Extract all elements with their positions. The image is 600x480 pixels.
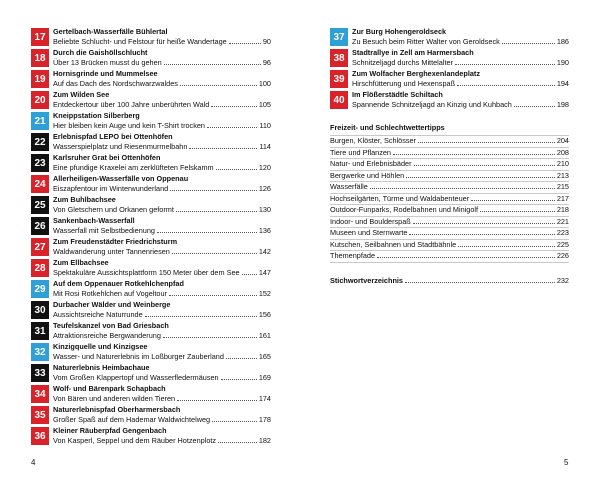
tip-label: Natur- und Erlebnisbäder	[330, 159, 412, 168]
tour-number-badge: 35	[31, 406, 49, 424]
dot-leader	[393, 148, 555, 155]
tour-title: Karlsruher Grat bei Ottenhöfen	[53, 154, 161, 162]
tip-page-number: 221	[556, 216, 569, 226]
tip-label: Outdoor-Funparks, Rodelbahnen und Minigolf	[330, 205, 479, 214]
tour-entry[interactable]	[330, 91, 569, 109]
tour-page-number: 178	[258, 414, 271, 424]
tour-entry[interactable]	[31, 154, 271, 172]
tip-label: Hochseilgärten, Türme und Waldabenteuer	[330, 193, 470, 203]
tour-title: Zum Freudenstädter Friedrichsturm	[53, 238, 178, 246]
tour-number-badge: 32	[31, 343, 49, 361]
tour-number-badge: 21	[31, 112, 49, 130]
tour-title: Zum Wolfacher Berghexenlandeplatz	[352, 70, 480, 78]
tour-page-number: 182	[258, 435, 271, 445]
tour-number-badge: 25	[31, 196, 49, 214]
tour-subtitle: Wasserspielplatz und Riesenmurmelbahn	[53, 141, 188, 151]
dot-leader	[207, 121, 257, 128]
tour-subtitle-line	[352, 100, 569, 110]
tour-subtitle-line	[53, 436, 271, 446]
tour-number-badge: 33	[31, 364, 49, 382]
tip-page-number: 208	[556, 147, 569, 157]
tour-subtitle: Entdeckertour über 100 Jahre unberührten Wald	[53, 99, 210, 109]
tour-subtitle: Schnitzeljagd durchs Mittelalter	[352, 57, 453, 67]
tour-number-badge: 23	[31, 154, 49, 172]
tour-entry[interactable]	[31, 322, 271, 340]
tip-item[interactable]	[330, 228, 569, 240]
tour-page-number: 165	[258, 351, 271, 361]
dot-leader	[221, 373, 257, 380]
tour-number-badge: 28	[31, 259, 49, 277]
tip-item[interactable]	[330, 171, 569, 183]
tour-title: Kleiner Räuberpfad Gengenbach	[53, 427, 167, 435]
tour-entry[interactable]	[31, 133, 271, 151]
dot-leader	[177, 394, 257, 401]
tour-number-badge: 24	[31, 175, 49, 193]
tour-title: Teufelskanzel von Bad Griesbach	[53, 322, 169, 330]
tour-entry-text	[53, 154, 271, 172]
tour-title: Naturerlebnispfad Oberharmersbach	[53, 406, 181, 414]
index-page-number: 232	[556, 275, 569, 285]
tour-subtitle: Beliebte Schlucht- und Felstour für heiße Wandertage	[53, 36, 227, 46]
tour-subtitle: Vom Großen Klappertopf und Wasserfledermäusen	[53, 372, 219, 382]
tour-page-number: 142	[258, 246, 271, 256]
tour-number-badge: 18	[31, 49, 49, 67]
tour-entry[interactable]	[31, 175, 271, 193]
tour-page-number: 156	[258, 309, 271, 319]
tour-entry-text	[53, 322, 271, 340]
tour-number-badge: 39	[330, 70, 348, 88]
tour-subtitle: Spannende Schnitzeljagd an Kinzig und Kuhbach	[352, 99, 512, 109]
tour-title: Sankenbach-Wasserfall	[53, 217, 135, 225]
tour-entry[interactable]	[31, 280, 271, 298]
tour-title: Durch die Gaishöllschlucht	[53, 49, 148, 57]
tour-page-number: 114	[259, 141, 271, 151]
tour-subtitle-line	[53, 184, 271, 194]
tip-item[interactable]	[330, 135, 569, 148]
tip-page-number: 204	[556, 136, 569, 145]
tour-subtitle: Hier bleiben kein Auge und kein T-Shirt trocken	[53, 120, 205, 130]
tip-label: Kutschen, Seilbahnen und Stadtbähnle	[330, 239, 457, 249]
tour-entry[interactable]	[31, 343, 271, 361]
tour-entry-text	[53, 406, 271, 424]
tip-page-number: 217	[556, 193, 569, 203]
tour-subtitle: Von Kasperl, Seppel und dem Räuber Hotzenplotz	[53, 435, 217, 445]
tour-title: Im Flößerstädtle Schiltach	[352, 91, 443, 99]
tour-entry-text	[352, 28, 569, 46]
tour-entry-text	[53, 133, 271, 151]
tour-entry-text	[53, 28, 271, 46]
page-number-right: 5	[564, 458, 569, 467]
tour-subtitle: Aussichtsreiche Naturrunde	[53, 309, 143, 319]
tour-number-badge: 30	[31, 301, 49, 319]
tour-subtitle: Mit Rosi Rotkehlchen auf Vogeltour	[53, 288, 167, 298]
tour-entry[interactable]	[31, 28, 271, 46]
tour-entry-text	[53, 301, 271, 319]
dot-leader	[145, 310, 257, 317]
tour-entry[interactable]	[31, 427, 271, 445]
tour-subtitle-line	[53, 247, 271, 257]
tip-item[interactable]	[330, 159, 569, 171]
dot-leader	[163, 331, 257, 338]
tour-subtitle-line	[53, 58, 271, 68]
tour-subtitle-line	[53, 310, 271, 320]
tour-subtitle-line	[53, 163, 271, 173]
dot-leader	[176, 205, 257, 212]
tour-title: Zum Ellbachsee	[53, 259, 109, 267]
tour-page-number: 90	[262, 36, 271, 46]
tour-page-number: 126	[258, 183, 271, 193]
tip-page-number: 226	[556, 251, 569, 260]
dot-leader	[414, 159, 555, 166]
tour-subtitle: Auf das Dach des Nordschwarzwaldes	[53, 78, 178, 88]
tips-heading: Freizeit- und Schlechtwettertipps	[330, 123, 445, 132]
tour-page-number: 152	[258, 288, 271, 298]
tour-entry[interactable]	[31, 406, 271, 424]
tour-page-number: 120	[258, 162, 271, 172]
tour-page-number: 194	[556, 78, 569, 88]
tour-entry[interactable]	[330, 28, 569, 46]
tour-entry-text	[352, 49, 569, 67]
tour-entry-text	[53, 343, 271, 361]
tour-subtitle: Über 13 Brücken musst du gehen	[53, 57, 162, 67]
tour-entry-text	[53, 364, 271, 382]
tour-entry-text	[53, 385, 271, 403]
tip-item[interactable]	[330, 182, 569, 194]
tour-number-badge: 19	[31, 70, 49, 88]
tour-subtitle-line	[53, 268, 271, 278]
tour-number-badge: 17	[31, 28, 49, 46]
tour-subtitle: Zu Besuch beim Ritter Walter von Geroldseck	[352, 36, 500, 46]
tour-subtitle: Wasser- und Naturerlebnis im Loßburger Zauberland	[53, 351, 224, 361]
tour-subtitle: Von Gletschern und Orkanen geformt	[53, 204, 174, 214]
dot-leader	[180, 79, 257, 86]
dot-leader	[226, 352, 257, 359]
tour-number-badge: 40	[330, 91, 348, 109]
tour-number-badge: 37	[330, 28, 348, 46]
tour-subtitle-line	[53, 352, 271, 362]
tour-subtitle-line	[352, 79, 569, 89]
tour-page-number: 96	[262, 57, 271, 67]
dot-leader	[480, 205, 555, 212]
tour-entry[interactable]	[31, 70, 271, 88]
tour-title: Durbacher Wälder und Weinberge	[53, 301, 171, 309]
tour-number-badge: 29	[31, 280, 49, 298]
dot-leader	[413, 217, 555, 224]
dot-leader	[157, 226, 257, 233]
dot-leader	[455, 58, 555, 65]
dot-leader	[418, 136, 555, 143]
tour-subtitle: Waldwanderung unter Tannenriesen	[53, 246, 170, 256]
tour-title: Wolf- und Bärenpark Schapbach	[53, 385, 166, 393]
dot-leader	[502, 37, 555, 44]
tip-page-number: 210	[556, 159, 569, 168]
tour-subtitle-line	[53, 121, 271, 131]
dot-leader	[406, 171, 555, 178]
dot-leader	[216, 163, 257, 170]
tour-entry[interactable]	[31, 364, 271, 382]
tour-subtitle-line	[53, 289, 271, 299]
tour-subtitle-line	[53, 394, 271, 404]
tour-entry-text	[53, 196, 271, 214]
tour-subtitle-line	[53, 79, 271, 89]
tour-page-number: 100	[258, 78, 271, 88]
tour-subtitle-line	[53, 415, 271, 425]
tour-entry[interactable]	[31, 259, 271, 277]
tour-title: Kinzigquelle und Kinzigsee	[53, 343, 148, 351]
tour-page-number: 110	[259, 120, 271, 130]
tour-entry-text	[352, 91, 569, 109]
tour-title: Gertelbach-Wasserfälle Bühlertal	[53, 28, 168, 36]
toc-left-column	[31, 28, 271, 445]
tip-label: Museen und Sternwarte	[330, 228, 408, 237]
dot-leader	[211, 100, 257, 107]
tour-entry-text	[352, 70, 569, 88]
tour-entry[interactable]	[31, 301, 271, 319]
dot-leader	[170, 184, 257, 191]
tip-label: Wasserfälle	[330, 182, 368, 191]
tour-subtitle: Großer Spaß auf dem Hademar Waldwichtelweg	[53, 414, 211, 424]
tour-entry-text	[53, 49, 271, 67]
page-number-left: 4	[31, 458, 36, 467]
tour-number-badge: 26	[31, 217, 49, 235]
tour-subtitle-line	[53, 142, 271, 152]
tip-item[interactable]	[330, 251, 569, 263]
dot-leader	[514, 100, 555, 107]
tour-page-number: 147	[258, 267, 271, 277]
tour-page-number: 105	[258, 99, 271, 109]
dot-leader	[169, 289, 257, 296]
tour-subtitle-line	[53, 205, 271, 215]
tour-page-number: 169	[258, 372, 271, 382]
dot-leader	[242, 268, 257, 275]
tour-number-badge: 38	[330, 49, 348, 67]
tip-label: Bergwerke und Höhlen	[330, 170, 405, 180]
toc-right-column	[330, 28, 569, 285]
tour-title: Zur Burg Hohengeroldseck	[352, 28, 447, 36]
dot-leader	[409, 228, 554, 235]
tour-entry-text	[53, 427, 271, 445]
tip-page-number: 225	[556, 239, 569, 249]
tour-page-number: 130	[258, 204, 271, 214]
dot-leader	[212, 415, 257, 422]
tour-subtitle-line	[53, 373, 271, 383]
tour-subtitle-line	[53, 100, 271, 110]
tour-title: Stadtrallye in Zell am Harmersbach	[352, 49, 474, 57]
tour-entry[interactable]	[31, 196, 271, 214]
tour-page-number: 186	[556, 36, 569, 46]
tour-title: Hornisgrinde und Mummelsee	[53, 70, 158, 78]
tip-item[interactable]	[330, 240, 569, 252]
index-label: Stichwortverzeichnis	[330, 275, 403, 285]
index-entry[interactable]	[330, 276, 569, 285]
dot-leader	[189, 142, 257, 149]
tour-subtitle-line	[53, 37, 271, 47]
tour-page-number: 198	[556, 99, 569, 109]
tour-entry[interactable]	[31, 49, 271, 67]
tour-subtitle-line	[53, 331, 271, 341]
tour-subtitle: Von Bären und anderen wilden Tieren	[53, 393, 176, 403]
tour-title: Allerheiligen-Wasserfälle von Oppenau	[53, 175, 189, 183]
tour-title: Zum Wilden See	[53, 91, 110, 99]
tour-number-badge: 36	[31, 427, 49, 445]
tour-list-right	[330, 28, 569, 109]
tour-title: Erlebnispfad LEPO bei Ottenhöfen	[53, 133, 173, 141]
tip-label: Burgen, Klöster, Schlösser	[330, 136, 416, 145]
tour-entry-text	[53, 238, 271, 256]
tour-subtitle: Spektakuläre Aussichtsplattform 150 Meter über dem See	[53, 267, 240, 277]
tour-entry[interactable]	[330, 70, 569, 88]
tour-subtitle: Attraktionsreiche Bergwanderung	[53, 330, 161, 340]
tip-label: Tiere und Pflanzen	[330, 147, 391, 157]
tour-number-badge: 22	[31, 133, 49, 151]
dot-leader	[457, 79, 555, 86]
dot-leader	[405, 276, 555, 283]
tip-label: Themenpfade	[330, 251, 376, 260]
dot-leader	[229, 37, 261, 44]
dot-leader	[458, 240, 555, 247]
tour-entry[interactable]	[31, 112, 271, 130]
tour-subtitle: Eine pfundige Kraxelei am zerklüfteten Felskamm	[53, 162, 214, 172]
tour-entry-text	[53, 175, 271, 193]
tips-list	[330, 135, 569, 263]
tip-page-number: 215	[556, 182, 569, 191]
tip-label: Indoor- und Boulderspaß	[330, 216, 411, 226]
tour-number-badge: 31	[31, 322, 49, 340]
tour-number-badge: 34	[31, 385, 49, 403]
tour-title: Kneippstation Silberberg	[53, 112, 140, 120]
tour-entry-text	[53, 280, 271, 298]
tour-page-number: 136	[258, 225, 271, 235]
tour-entry[interactable]	[31, 238, 271, 256]
tour-subtitle-line	[352, 58, 569, 68]
tour-page-number: 174	[258, 393, 271, 403]
dot-leader	[471, 194, 555, 201]
tour-subtitle: Hirschfütterung und Hexenspaß	[352, 78, 456, 88]
dot-leader	[172, 247, 257, 254]
dot-leader	[218, 436, 257, 443]
dot-leader	[370, 182, 555, 189]
tour-subtitle-line	[352, 37, 569, 47]
tour-subtitle: Eiszapfentour im Winterwunderland	[53, 183, 169, 193]
tour-entry[interactable]	[330, 49, 569, 67]
tour-entry-text	[53, 217, 271, 235]
tip-page-number: 218	[556, 205, 569, 214]
tour-title: Naturerlebnis Heimbachaue	[53, 364, 150, 372]
tour-entry-text	[53, 112, 271, 130]
tour-entry-text	[53, 70, 271, 88]
tip-item[interactable]	[330, 194, 569, 206]
dot-leader	[377, 251, 555, 258]
tour-list-left	[31, 28, 271, 445]
tip-item[interactable]	[330, 148, 569, 160]
tip-page-number: 213	[556, 170, 569, 180]
dot-leader	[164, 58, 261, 65]
tour-entry[interactable]	[31, 385, 271, 403]
tour-subtitle: Wasserfall mit Selbstbedienung	[53, 225, 155, 235]
tip-item[interactable]	[330, 205, 569, 217]
tour-entry-text	[53, 259, 271, 277]
tip-page-number: 223	[556, 228, 569, 237]
tour-page-number: 190	[556, 57, 569, 67]
tour-title: Zum Buhlbachsee	[53, 196, 116, 204]
tour-number-badge: 27	[31, 238, 49, 256]
tour-entry-text	[53, 91, 271, 109]
tour-number-badge: 20	[31, 91, 49, 109]
tour-entry[interactable]	[31, 91, 271, 109]
tour-entry[interactable]	[31, 217, 271, 235]
tip-item[interactable]	[330, 217, 569, 229]
tour-title: Auf dem Oppenauer Rotkehlchenpfad	[53, 280, 184, 288]
tour-subtitle-line	[53, 226, 271, 236]
tour-page-number: 161	[258, 330, 271, 340]
